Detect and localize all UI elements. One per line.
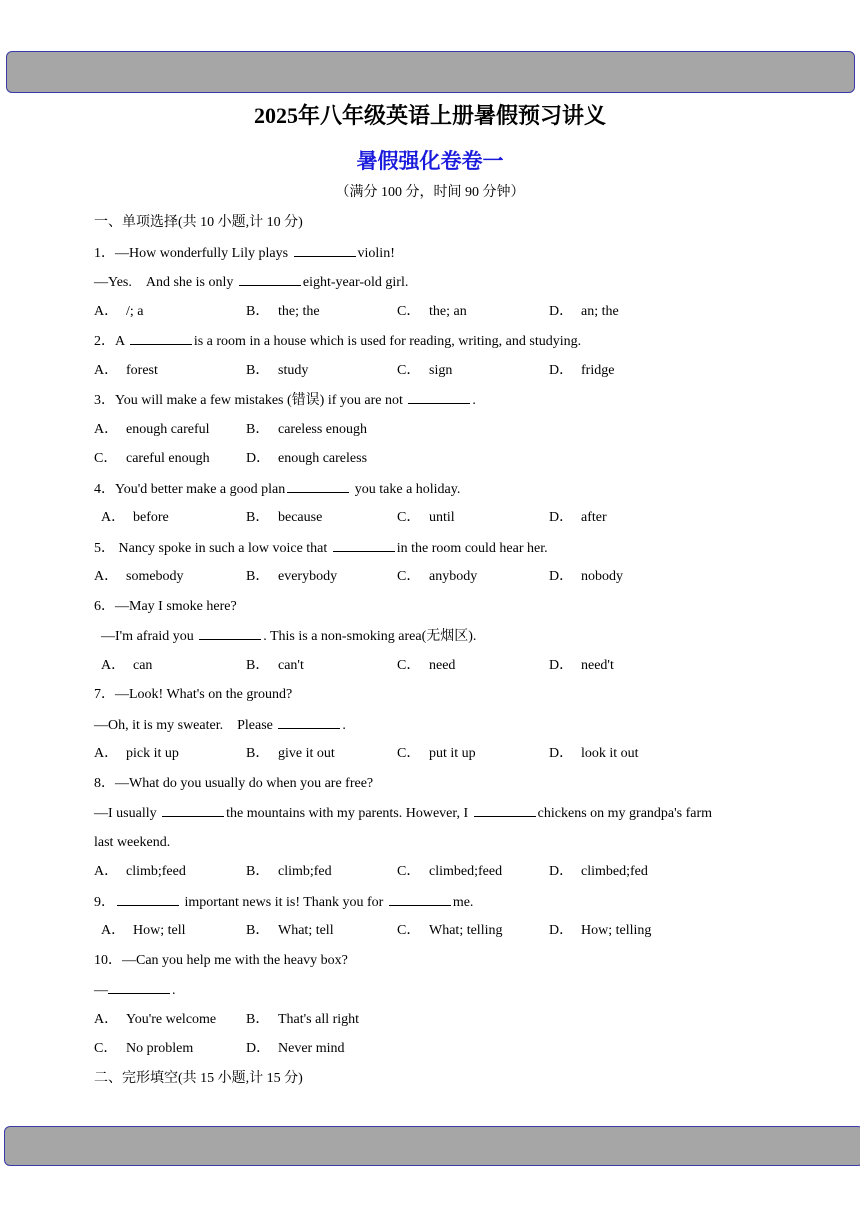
question-5-stem: 5． Nancy spoke in such a low voice that in the room could hear her.: [94, 541, 548, 556]
section-heading: 一、单项选择(共 10 小题,计 10 分): [94, 215, 303, 230]
question-3-option-c: C． careful enough: [94, 451, 210, 466]
question-2-option-d: D． fridge: [549, 363, 615, 378]
paper-subtitle: 暑假强化卷卷一: [356, 149, 504, 173]
footer-bar: [4, 1126, 860, 1166]
question-6-option-a: A． can: [101, 658, 153, 673]
question-10-option-a: A． You're welcome: [94, 1012, 217, 1027]
question-8-option-c: C． climbed;feed: [397, 864, 503, 879]
page-title: 2025年八年级英语上册暑假预习讲义: [253, 103, 606, 128]
question-1-answer-line: —Yes. And she is only eight-year-old girl.: [94, 275, 409, 290]
question-6-option-b: B． can't: [246, 658, 304, 673]
question-9-option-b: B． What; tell: [246, 923, 334, 938]
question-5-option-b: B． everybody: [246, 569, 338, 584]
question-6-option-c: C． need: [397, 658, 456, 673]
question-3-option-d: D． enough careless: [246, 451, 368, 466]
question-3-stem: 3．You will make a few mistakes (错误) if you are not .: [94, 393, 476, 408]
question-2-stem: 2．A is a room in a house which is used for reading, writing, and studying.: [94, 334, 582, 349]
question-10-option-b: B． That's all right: [246, 1012, 360, 1027]
question-6-option-d: D． need't: [549, 658, 614, 673]
question-8-stem: 8．—What do you usually do when you are free?: [94, 776, 374, 791]
question-7-answer-line: —Oh, it is my sweater. Please .: [94, 718, 346, 733]
question-8-option-b: B． climb;fed: [246, 864, 332, 879]
question-1-option-b: B． the; the: [246, 304, 320, 319]
question-7-option-d: D． look it out: [549, 746, 639, 761]
question-3-option-a: A． enough careful: [94, 422, 210, 437]
question-5-option-d: D． nobody: [549, 569, 623, 584]
question-6-answer-line: —I'm afraid you . This is a non-smoking area(无烟区).: [101, 629, 477, 644]
question-4-option-c: C． until: [397, 510, 455, 525]
question-3-option-b: B． careless enough: [246, 422, 368, 437]
header-bar: [6, 51, 855, 93]
question-10-option-d: D． Never mind: [246, 1041, 345, 1056]
question-5-option-c: C． anybody: [397, 569, 478, 584]
question-9-stem: 9． important news it is! Thank you for me.: [94, 895, 474, 910]
question-6-stem: 6．—May I smoke here?: [94, 599, 237, 614]
question-7-option-c: C． put it up: [397, 746, 476, 761]
question-1-option-a: A． /; a: [94, 304, 144, 319]
question-10-answer-line: — .: [94, 983, 176, 998]
question-7-option-b: B． give it out: [246, 746, 335, 761]
question-9-option-a: A． How; tell: [101, 923, 186, 938]
question-4-option-a: A． before: [101, 510, 169, 525]
question-2-option-a: A． forest: [94, 363, 158, 378]
section-heading: 二、完形填空(共 15 小题,计 15 分): [94, 1071, 303, 1086]
question-7-option-a: A． pick it up: [94, 746, 179, 761]
question-1-stem: 1．—How wonderfully Lily plays violin!: [94, 246, 395, 261]
question-2-option-c: C． sign: [397, 363, 453, 378]
question-10-option-c: C． No problem: [94, 1041, 194, 1056]
question-8-answer-line: —I usually the mountains with my parents. However, I chickens on my grandpa's farm: [94, 806, 713, 821]
question-5-option-a: A． somebody: [94, 569, 184, 584]
question-4-option-b: B． because: [246, 510, 323, 525]
question-8-option-a: A． climb;feed: [94, 864, 186, 879]
question-1-option-d: D． an; the: [549, 304, 619, 319]
question-4-option-d: D． after: [549, 510, 607, 525]
question-8-option-d: D． climbed;fed: [549, 864, 648, 879]
question-10-stem: 10．—Can you help me with the heavy box?: [94, 953, 348, 968]
question-4-stem: 4．You'd better make a good plan you take a holiday.: [94, 482, 461, 497]
question-9-option-d: D． How; telling: [549, 923, 652, 938]
question-7-stem: 7．—Look! What's on the ground?: [94, 687, 293, 702]
question-1-option-c: C． the; an: [397, 304, 467, 319]
question-9-option-c: C． What; telling: [397, 923, 503, 938]
question-2-option-b: B． study: [246, 363, 309, 378]
score-note: （满分 100 分，时间 90 分钟）: [335, 185, 525, 200]
question-8-answer-continued: last weekend.: [94, 835, 171, 850]
